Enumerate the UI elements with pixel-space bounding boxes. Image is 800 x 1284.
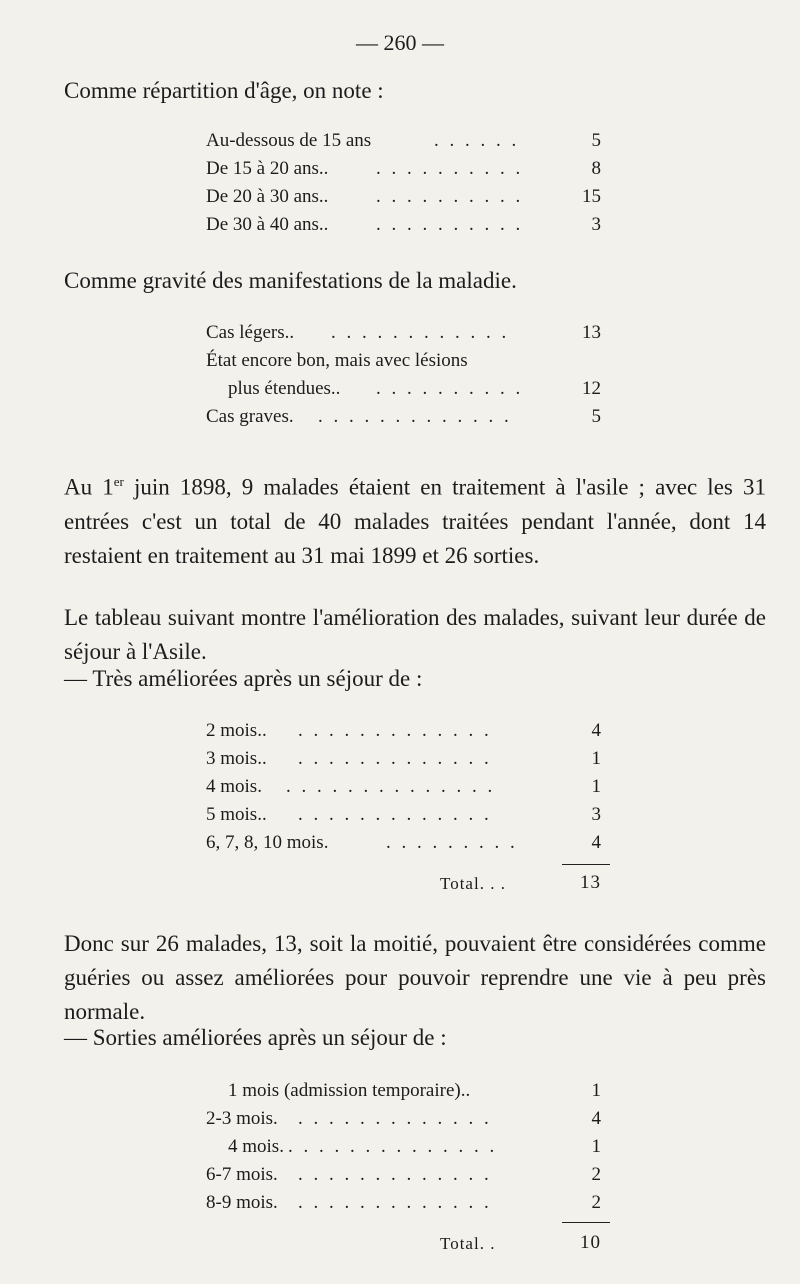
sum-rule bbox=[562, 1222, 610, 1223]
row-label: 6-7 mois. bbox=[206, 1164, 278, 1185]
date-lead: Au 1 bbox=[64, 474, 114, 500]
leader-dots: . . . . . . . . . . bbox=[376, 186, 524, 207]
row-value: 3 bbox=[591, 214, 601, 235]
row-value: 8 bbox=[591, 158, 601, 179]
leader-dots: . . . . . . . . . . . . . bbox=[298, 748, 492, 769]
row-value: 1 bbox=[591, 776, 601, 797]
row-label: Cas légers.. bbox=[206, 322, 295, 343]
row-label: De 15 à 20 ans.. bbox=[206, 158, 329, 179]
row-value: 4 bbox=[591, 832, 601, 853]
leader-dots: . . . . . . . . . . . . . bbox=[298, 1192, 492, 1213]
paragraph-table-intro bbox=[64, 601, 766, 669]
row-label: 6, 7, 8, 10 mois. bbox=[206, 832, 329, 853]
leader-dots: . . . . . . . . . . . . . bbox=[298, 720, 492, 741]
row-value: 4 bbox=[591, 720, 601, 741]
gravity-heading: Comme gravité des manifestations de la maladie. bbox=[64, 268, 517, 293]
row-label: De 30 à 40 ans.. bbox=[206, 214, 329, 235]
paragraph-text: juin 1898, 9 malades étaient en traitement à l'asile ; avec les 31 entrées c'est un total de 40 malades traitées pendant l'année, dont 14 restaient en traitement au 31 mai 1899 et 26 sorties. bbox=[64, 474, 766, 568]
row-value: 1 bbox=[591, 1136, 601, 1157]
improved-heading: — Sorties améliorées après un séjour de : bbox=[64, 1025, 447, 1050]
paragraph-text: Le tableau suivant montre l'amélioration des malades, suivant leur durée de séjour à l'Asile. bbox=[64, 605, 766, 664]
leader-dots: . . . . . . . . . . . . . . bbox=[286, 776, 496, 797]
row-value: 4 bbox=[591, 1108, 601, 1129]
leader-dots: . . . . . . . . . . . . . bbox=[298, 1108, 492, 1129]
total-value: 13 bbox=[580, 872, 601, 893]
row-value: 5 bbox=[591, 130, 601, 151]
paragraph-treatment bbox=[64, 465, 766, 573]
row-label: De 20 à 30 ans.. bbox=[206, 186, 329, 207]
ordinal-superscript: er bbox=[113, 474, 124, 489]
row-value: 12 bbox=[582, 378, 601, 399]
row-label: 4 mois. bbox=[206, 776, 262, 797]
total-label: Total. . bbox=[440, 1234, 496, 1253]
paragraph-text: Donc sur 26 malades, 13, soit la moitié, pouvaient être considérées comme guéries ou assez améliorées pour pouvoir reprendre une vie à peu près normale. bbox=[64, 931, 766, 1024]
row-value: 13 bbox=[582, 322, 601, 343]
row-label: plus étendues.. bbox=[228, 378, 341, 399]
leader-dots: . . . . . . . . . . . . . bbox=[298, 804, 492, 825]
row-label: 4 mois. bbox=[228, 1136, 284, 1157]
row-label: 3 mois.. bbox=[206, 748, 267, 769]
leader-dots: . . . . . . . . . . . . . bbox=[318, 406, 512, 427]
row-label: État encore bon, mais avec lésions bbox=[206, 350, 468, 371]
leader-dots: . . . . . . bbox=[434, 130, 520, 151]
leader-dots: . . . . . . . . . . bbox=[376, 378, 524, 399]
leader-dots: . . . . . . . . . . bbox=[376, 158, 524, 179]
total-value: 10 bbox=[580, 1232, 601, 1253]
leader-dots: . . . . . . . . . . . . . bbox=[298, 1164, 492, 1185]
age-heading: Comme répartition d'âge, on note : bbox=[64, 78, 384, 103]
leader-dots: . . . . . . . . . . . . bbox=[331, 322, 510, 343]
row-value: 2 bbox=[591, 1164, 601, 1185]
row-label: 8-9 mois. bbox=[206, 1192, 278, 1213]
paragraph-conclusion bbox=[64, 927, 766, 1029]
row-value: 2 bbox=[591, 1192, 601, 1213]
leader-dots: . . . . . . . . . . . . . . bbox=[288, 1136, 498, 1157]
total-label: Total. . . bbox=[440, 874, 506, 893]
row-value: 15 bbox=[582, 186, 601, 207]
row-label: Au-dessous de 15 ans bbox=[206, 130, 372, 151]
row-label: 2 mois.. bbox=[206, 720, 267, 741]
leader-dots: . . . . . . . . . . bbox=[376, 214, 524, 235]
row-label: 2-3 mois. bbox=[206, 1108, 278, 1129]
page-number: — 260 — bbox=[356, 30, 444, 55]
row-value: 5 bbox=[591, 406, 601, 427]
leader-dots: . . . . . . . . . bbox=[386, 832, 518, 853]
sum-rule bbox=[562, 864, 610, 865]
row-value: 1 bbox=[591, 748, 601, 769]
row-label: 5 mois.. bbox=[206, 804, 267, 825]
very-improved-heading: — Très améliorées après un séjour de : bbox=[64, 666, 423, 691]
row-label: 1 mois (admission temporaire).. bbox=[228, 1080, 471, 1101]
row-value: 3 bbox=[591, 804, 601, 825]
row-value: 1 bbox=[591, 1080, 601, 1101]
row-label: Cas graves. bbox=[206, 406, 294, 427]
